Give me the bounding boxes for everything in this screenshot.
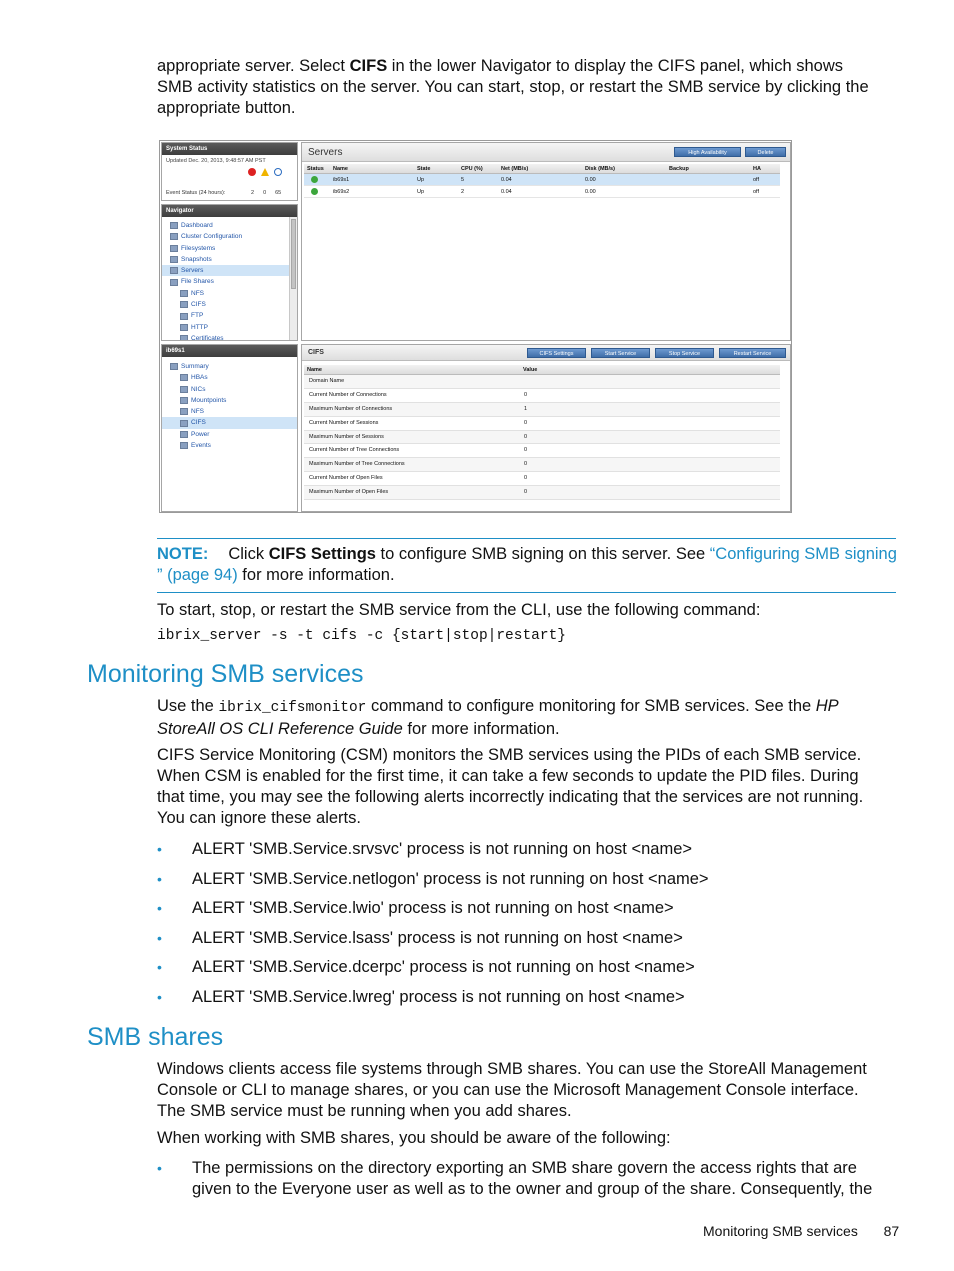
server-row[interactable] bbox=[304, 174, 780, 186]
alert-text: ALERT 'SMB.Service.lwreg' process is not running on host <name> bbox=[192, 987, 685, 1006]
tree-item-label: HTTP bbox=[191, 323, 208, 331]
tree-node-icon bbox=[170, 363, 178, 370]
table-cell: Up bbox=[417, 189, 425, 195]
note-text: to configure SMB signing on this server. See bbox=[375, 545, 710, 563]
alert-item bbox=[157, 839, 897, 869]
tree-item-label: File Shares bbox=[181, 278, 214, 286]
cifs-table-header bbox=[304, 365, 780, 375]
shares-paragraph-1 bbox=[157, 1059, 897, 1122]
table-cell: 5 bbox=[461, 177, 465, 183]
table-cell bbox=[304, 174, 330, 185]
alert-text: ALERT 'SMB.Service.netlogon' process is not running on host <name> bbox=[192, 869, 709, 888]
stat-value bbox=[520, 375, 780, 388]
footer-section-title: Monitoring SMB services bbox=[703, 1223, 858, 1239]
page-number: 87 bbox=[883, 1223, 900, 1239]
server-row[interactable] bbox=[304, 186, 780, 198]
alert-text: ALERT 'SMB.Service.srvsvc' process is not running on host <name> bbox=[192, 840, 693, 858]
table-cell bbox=[666, 186, 750, 197]
paragraph-line: Windows clients access file systems through SMB shares. You can use the StoreAll Management bbox=[157, 1060, 867, 1078]
column-header: Name bbox=[307, 367, 322, 373]
tree-item[interactable] bbox=[162, 333, 297, 341]
event-counts bbox=[251, 190, 281, 196]
paragraph-line: The SMB service must be running when you add shares. bbox=[157, 1102, 572, 1120]
table-cell: 0.00 bbox=[585, 189, 596, 195]
restart-service-button[interactable]: Restart Service bbox=[719, 348, 786, 358]
intro-text: in the lower Navigator to display the CIFS panel, which shows bbox=[387, 57, 844, 75]
servers-table bbox=[304, 164, 780, 198]
tree-node-icon bbox=[180, 386, 188, 393]
tree-item-label: Filesystems bbox=[181, 244, 216, 252]
tree-node-icon bbox=[170, 256, 178, 263]
tree-item-label: Snapshots bbox=[181, 255, 212, 263]
inline-code: ibrix_cifsmonitor bbox=[218, 700, 367, 716]
page-94-link[interactable]: ” (page 94) bbox=[157, 566, 238, 584]
stat-name: Maximum Number of Connections bbox=[309, 405, 393, 412]
intro-paragraph bbox=[157, 56, 897, 119]
note-top-rule bbox=[157, 538, 896, 539]
cifs-stat-row bbox=[304, 486, 780, 500]
tree-item-label: Mountpoints bbox=[191, 396, 227, 404]
tree-item[interactable] bbox=[162, 322, 297, 333]
paragraph-line: Console or CLI to manage shares, or you can use the Microsoft Management Console interface. bbox=[157, 1081, 859, 1099]
table-cell: off bbox=[753, 189, 760, 195]
tree-item-label: NFS bbox=[191, 289, 204, 297]
cifs-table-body bbox=[304, 375, 780, 500]
tree-item[interactable] bbox=[162, 310, 297, 321]
status-ok-icon bbox=[311, 176, 318, 183]
stat-value: 0 bbox=[524, 433, 528, 440]
tree-node-icon bbox=[180, 313, 188, 320]
table-cell: Up bbox=[417, 177, 425, 183]
table-cell: 0.04 bbox=[501, 189, 512, 195]
cifs-stat-row bbox=[304, 403, 780, 417]
text: for more information. bbox=[402, 720, 560, 738]
server-navigator-pane bbox=[161, 344, 298, 512]
guide-title: StoreAll OS CLI Reference Guide bbox=[157, 720, 403, 738]
tree-node-icon bbox=[170, 279, 178, 286]
cifs-stat-row bbox=[304, 472, 780, 486]
tree-item-label: NICs bbox=[191, 385, 206, 393]
tree-node-icon bbox=[180, 431, 188, 438]
warning-icon bbox=[261, 168, 269, 176]
critical-icon bbox=[248, 168, 256, 176]
cifs-stat-row bbox=[304, 417, 780, 431]
shares-paragraph-2: When working with SMB shares, you should be aware of the following: bbox=[157, 1129, 671, 1147]
monitoring-paragraph-2 bbox=[157, 745, 902, 829]
tree-item[interactable] bbox=[162, 231, 297, 242]
text: Use the bbox=[157, 697, 219, 715]
tree-item[interactable] bbox=[162, 406, 297, 417]
servers-header bbox=[302, 143, 790, 162]
tree-node-icon bbox=[180, 420, 188, 427]
bullet-icon: • bbox=[157, 988, 162, 1005]
monitoring-paragraph-1 bbox=[157, 696, 897, 740]
configuring-smb-signing-link[interactable]: “Configuring SMB signing bbox=[709, 545, 897, 563]
section-heading-monitoring: Monitoring SMB services bbox=[87, 660, 364, 688]
paragraph-line: that time, you may see the following alerts incorrectly indicating that the services are not running. bbox=[157, 788, 864, 806]
server-navigator-tree bbox=[162, 357, 297, 451]
tree-item-label: Servers bbox=[181, 267, 204, 275]
tree-node-icon bbox=[180, 301, 188, 308]
cifs-stat-row bbox=[304, 431, 780, 445]
paragraph-line: You can ignore these alerts. bbox=[157, 809, 361, 827]
tree-item[interactable] bbox=[162, 220, 297, 231]
tree-node-icon bbox=[170, 233, 178, 240]
tree-node-icon bbox=[180, 374, 188, 381]
note-text: for more information. bbox=[237, 566, 395, 584]
table-cell bbox=[304, 186, 330, 197]
tree-item[interactable] bbox=[162, 254, 297, 265]
alert-item bbox=[157, 957, 897, 987]
stat-value: 0 bbox=[524, 447, 528, 454]
italic-text: HP bbox=[815, 697, 839, 715]
navigator-pane bbox=[161, 204, 298, 341]
bullet-icon: • bbox=[157, 900, 162, 916]
start-service-button[interactable]: Start Service bbox=[591, 348, 650, 358]
tree-item-label: Events bbox=[191, 442, 211, 450]
intro-line: SMB activity statistics on the server. You can start, stop, or restart the SMB service by clicking the bbox=[157, 78, 869, 96]
status-ok-icon bbox=[311, 188, 318, 195]
cifs-title: CIFS bbox=[308, 349, 324, 356]
note-bottom-rule bbox=[157, 592, 896, 593]
alert-item bbox=[157, 869, 897, 899]
tree-node-icon bbox=[170, 245, 178, 252]
cifs-stat-row bbox=[304, 444, 780, 458]
tree-item[interactable] bbox=[162, 361, 297, 372]
section-heading-smb-shares: SMB shares bbox=[87, 1023, 224, 1051]
tree-item[interactable] bbox=[162, 417, 297, 428]
cifs-header bbox=[302, 345, 790, 361]
stat-name: Maximum Number of Tree Connections bbox=[309, 461, 405, 468]
tree-item[interactable] bbox=[162, 243, 297, 254]
paragraph-line: given to the Everyone user as well as to the owner and group of the share. Consequently, the bbox=[192, 1180, 873, 1198]
paragraph-line: When CSM is enabled for the first time, it can take a few seconds to update the PID files. During bbox=[157, 767, 859, 785]
alert-item bbox=[157, 898, 897, 928]
bullet-icon: • bbox=[157, 870, 162, 887]
alert-list bbox=[157, 839, 897, 1016]
table-cell: ib69s2 bbox=[333, 189, 350, 195]
servers-table-header bbox=[304, 164, 780, 174]
alert-text: ALERT 'SMB.Service.lsass' process is not running on host <name> bbox=[192, 928, 683, 947]
column-header: Value bbox=[523, 367, 538, 373]
note-text: Click bbox=[228, 545, 269, 563]
status-icons bbox=[248, 168, 282, 176]
tree-item[interactable] bbox=[162, 384, 297, 395]
page-footer bbox=[703, 1223, 899, 1239]
table-cell: 0.00 bbox=[585, 177, 596, 183]
column-header: Status bbox=[307, 166, 324, 172]
intro-line: appropriate button. bbox=[157, 99, 296, 117]
tree-item-label: Dashboard bbox=[181, 222, 213, 229]
column-header: Net (MB/s) bbox=[501, 166, 529, 172]
tree-node-icon bbox=[180, 397, 188, 404]
alert-text: ALERT 'SMB.Service.lwio' process is not running on host <name> bbox=[192, 899, 674, 917]
table-cell: ib69s1 bbox=[333, 177, 350, 183]
tree-item[interactable] bbox=[162, 276, 297, 287]
cifs-stat-row bbox=[304, 389, 780, 403]
tree-node-icon bbox=[180, 290, 188, 297]
stat-name: Maximum Number of Open Files bbox=[309, 489, 389, 496]
tree-node-icon bbox=[180, 408, 188, 415]
stat-name: Maximum Number of Sessions bbox=[309, 433, 384, 440]
stop-service-button[interactable]: Stop Service bbox=[655, 348, 714, 358]
servers-title: Servers bbox=[308, 147, 343, 158]
stat-name: Current Number of Open Files bbox=[309, 475, 383, 482]
tree-item[interactable] bbox=[162, 440, 297, 451]
system-status-pane bbox=[161, 142, 298, 201]
tree-item[interactable] bbox=[162, 395, 297, 406]
cifs-stat-row bbox=[304, 375, 780, 389]
system-status-updated: Updated Dec. 20, 2013, 9:48:57 AM PST bbox=[166, 158, 266, 164]
tree-item-label: Summary bbox=[181, 363, 209, 370]
servers-pane bbox=[301, 142, 791, 341]
note-label: NOTE: bbox=[157, 545, 209, 563]
stat-name: Current Number of Sessions bbox=[309, 419, 379, 426]
column-header: Backup bbox=[669, 166, 689, 172]
shares-bullet bbox=[157, 1158, 902, 1200]
tree-node-icon bbox=[180, 442, 188, 449]
cifs-stat-row bbox=[304, 458, 780, 472]
tree-item-label: NFS bbox=[191, 408, 204, 416]
text: command to configure monitoring for SMB services. See the bbox=[366, 697, 816, 715]
intro-text: appropriate server. Select bbox=[157, 57, 350, 75]
paragraph-line: CIFS Service Monitoring (CSM) monitors the SMB services using the PIDs of each SMB service. bbox=[157, 746, 862, 764]
table-cell bbox=[666, 174, 750, 185]
table-cell: off bbox=[753, 177, 760, 183]
tree-node-icon bbox=[170, 267, 178, 274]
system-status-title: System Status bbox=[162, 143, 297, 155]
tree-item-label: CIFS bbox=[191, 419, 206, 427]
table-cell: 2 bbox=[461, 189, 465, 195]
column-header: Name bbox=[333, 166, 348, 172]
note-block bbox=[157, 544, 899, 586]
cli-command: ibrix_server -s -t cifs -c {start|stop|restart} bbox=[157, 628, 566, 644]
column-header: State bbox=[417, 166, 431, 172]
alert-text: ALERT 'SMB.Service.dcerpc' process is not running on host <name> bbox=[192, 958, 695, 976]
stat-value: 0 bbox=[524, 419, 528, 426]
tree-item-label: Cluster Configuration bbox=[181, 233, 243, 241]
tree-item-label: Power bbox=[191, 430, 210, 438]
info-count: 65 bbox=[275, 190, 282, 196]
tree-item[interactable] bbox=[162, 265, 297, 276]
stat-value: 1 bbox=[524, 405, 528, 412]
intro-bold-cifs: CIFS bbox=[349, 57, 388, 75]
tree-item-label: CIFS bbox=[191, 301, 206, 309]
stat-value: 0 bbox=[524, 391, 528, 398]
delete-button[interactable]: Delete bbox=[745, 147, 786, 157]
critical-count: 2 bbox=[251, 190, 255, 196]
tree-item[interactable] bbox=[162, 288, 297, 299]
event-status-label: Event Status (24 hours): bbox=[166, 190, 226, 196]
tree-item-label: Certificates bbox=[191, 334, 224, 341]
table-cell: 0.04 bbox=[501, 177, 512, 183]
cifs-panel-screenshot bbox=[159, 140, 792, 513]
bullet-icon: • bbox=[157, 1160, 162, 1176]
tree-item[interactable] bbox=[162, 299, 297, 310]
tree-node-icon bbox=[170, 222, 178, 229]
stat-value: 0 bbox=[524, 489, 528, 496]
alert-item bbox=[157, 987, 897, 1017]
navigator-scrollbar[interactable] bbox=[289, 217, 297, 340]
stat-name: Current Number of Tree Connections bbox=[309, 447, 400, 454]
cifs-pane bbox=[301, 344, 791, 512]
navigator-tree bbox=[162, 217, 297, 341]
tree-item[interactable] bbox=[162, 429, 297, 440]
column-header: CPU (%) bbox=[461, 166, 483, 172]
stat-name: Domain Name bbox=[309, 378, 345, 384]
tree-node-icon bbox=[180, 335, 188, 341]
column-header: Disk (MB/s) bbox=[585, 166, 615, 172]
note-bold-cifs-settings: CIFS Settings bbox=[268, 545, 376, 563]
cli-paragraph: To start, stop, or restart the SMB service from the CLI, use the following command: bbox=[157, 601, 761, 619]
alert-item bbox=[157, 928, 897, 958]
stat-value: 0 bbox=[524, 461, 528, 468]
tree-item[interactable] bbox=[162, 372, 297, 383]
info-icon bbox=[274, 168, 282, 176]
cifs-table bbox=[304, 365, 780, 500]
tree-node-icon bbox=[180, 324, 188, 331]
scroll-thumb[interactable] bbox=[291, 219, 296, 289]
tree-item-label: HBAs bbox=[191, 374, 208, 382]
tree-item-label: FTP bbox=[191, 312, 204, 320]
bullet-icon: • bbox=[157, 929, 162, 946]
paragraph-line: The permissions on the directory exporting an SMB share govern the access rights that are bbox=[192, 1159, 857, 1177]
warning-count: 0 bbox=[263, 190, 267, 196]
server-navigator-title: ib69s1 bbox=[162, 345, 297, 357]
stat-name: Current Number of Connections bbox=[309, 391, 387, 398]
bullet-icon: • bbox=[157, 841, 162, 857]
high-availability-button[interactable]: High Availability bbox=[674, 147, 741, 157]
bullet-icon: • bbox=[157, 959, 162, 975]
navigator-title: Navigator bbox=[162, 205, 297, 217]
cifs-settings-button[interactable]: CIFS Settings bbox=[527, 348, 586, 358]
column-header: HA bbox=[753, 166, 761, 172]
stat-value: 0 bbox=[524, 475, 528, 482]
